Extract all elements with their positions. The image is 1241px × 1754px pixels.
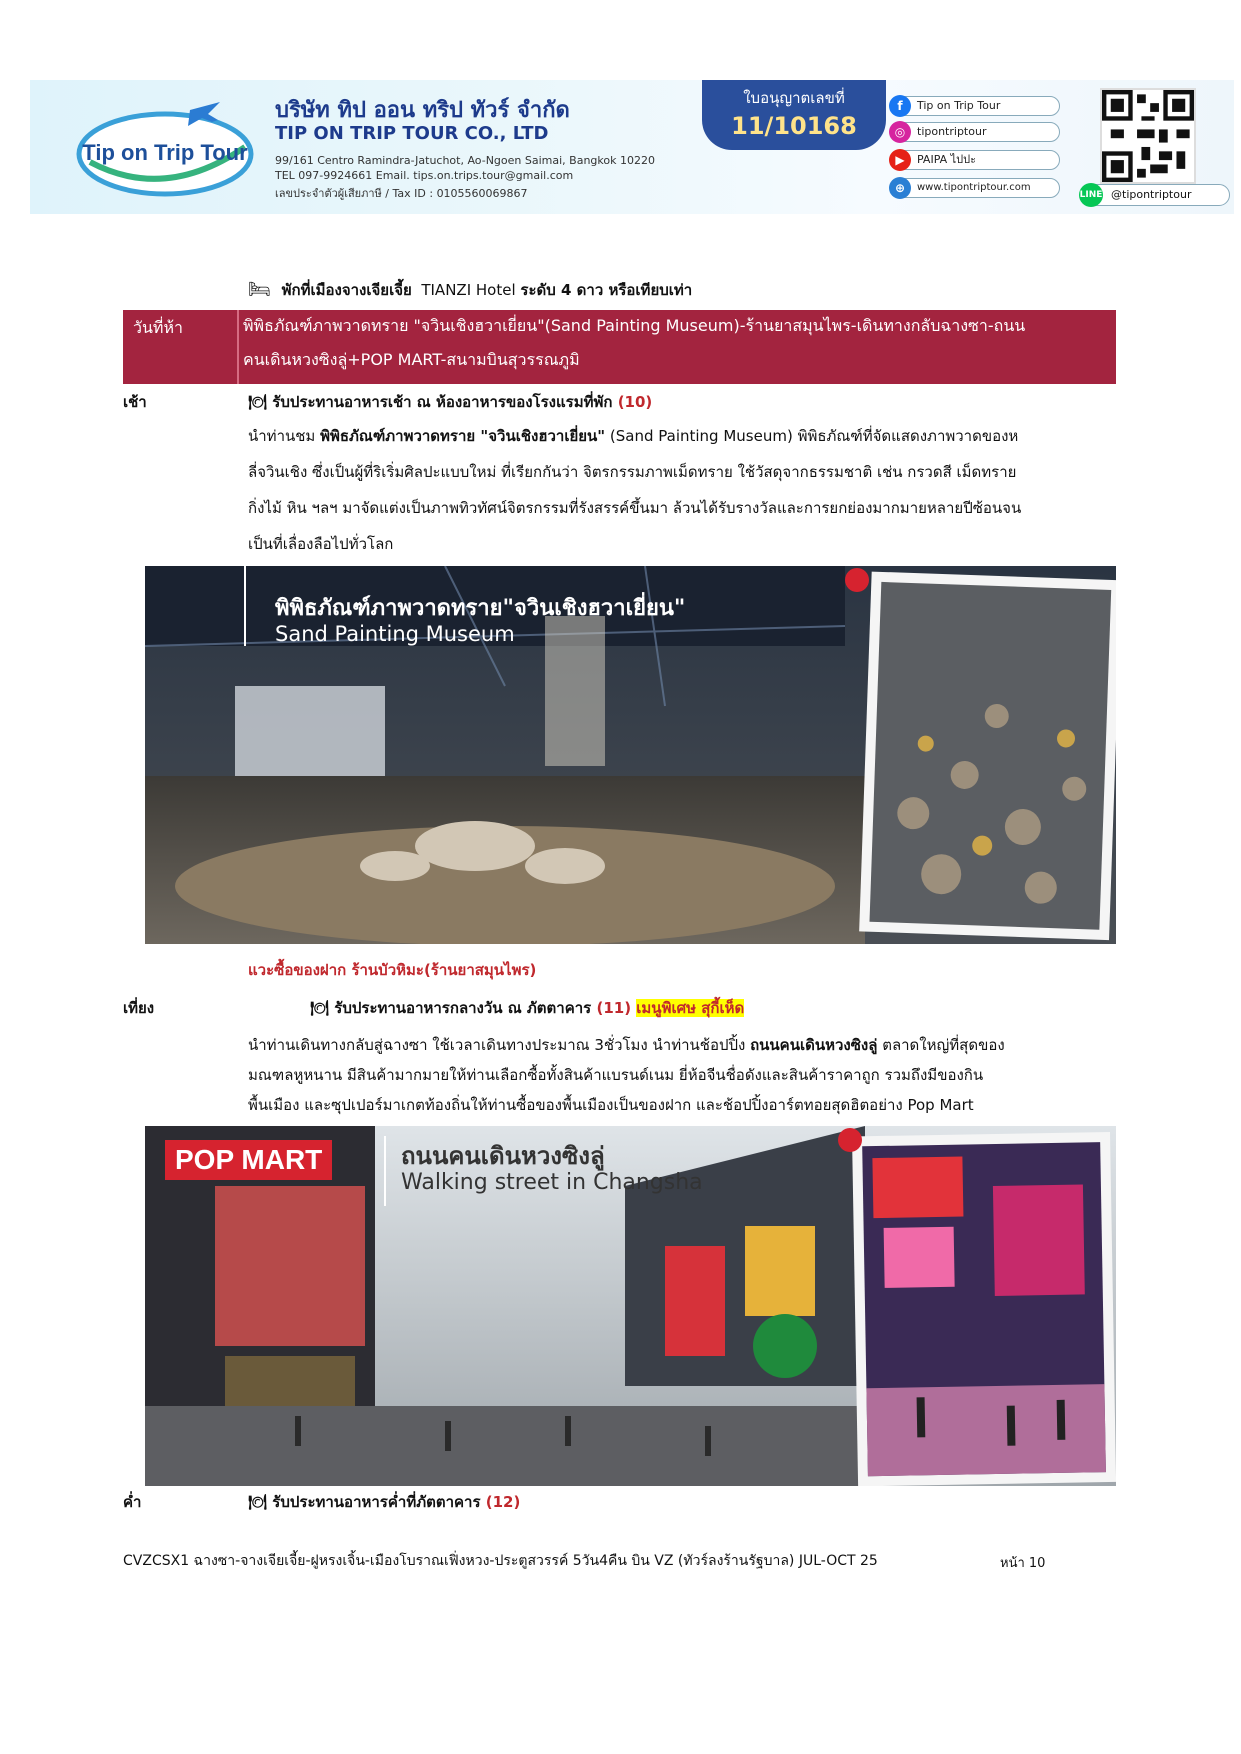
walking-street-paragraph: นำท่านเดินทางกลับสู่ฉางซา ใช้เวลาเดินทางประมาณ 3ชั่วโมง นำท่านช้อปปิ้ง ถนนคนเดินหวงซิงลู่ ตลาดใหญ่ที่สุดของ มณฑลหูหนาน มีสินค้ามากมายให้ท่านเลือกซื้อทั้งสินค้าแบรนด์เนม ยี่ห้อจีนชื่อดังและสินค้าราคาถูก รวมถึงมีของกิน พื้นเมือง และซุปเปอร์มาเกตท้องถิ่นให้ท่านซื้อของพื้นเมืองเป็นของฝาก และช้อปปิ้งอาร์ตทอยสุดฮิตอย่าง Pop Mart <box>248 1036 1005 1114</box>
hotel-icon: 🛏 <box>248 279 271 300</box>
time-evening: ค่ำ <box>123 1493 142 1511</box>
company-name-th: บริษัท ทิป ออน ทริป ทัวร์ จำกัด <box>275 98 570 123</box>
company-logo <box>70 92 260 202</box>
qr-code-icon <box>1100 88 1196 184</box>
instagram-link[interactable]: ◎ tipontriptour <box>890 122 1060 142</box>
company-address: 99/161 Centro Ramindra-Jatuchot, Ao-Ngoen Saimai, Bangkok 10220 <box>275 154 655 167</box>
company-name-en: TIP ON TRIP TOUR CO., LTD <box>275 123 549 144</box>
museum-photo-title-en: Sand Painting Museum <box>275 622 515 646</box>
facebook-icon: f <box>889 95 911 117</box>
footer-code: CVZCSX1 ฉางซา-จางเจียเจี้ย-ฝูหรงเจิ้น-เมืองโบราณเฟิ่งหวง-ประตูสวรรค์ 5วัน4คืน บิน VZ (ทัวร์ลงร้านรัฐบาล) JUL-OCT 25 <box>123 1553 878 1569</box>
hotel-line: 🛏 พักที่เมืองจางเจียเจี้ย TIANZI Hotel ระดับ 4 ดาว หรือเทียบเท่า <box>248 279 693 300</box>
souvenir-shop: แวะซื้อของฝาก ร้านบัวหิมะ(ร้านยาสมุนไพร) <box>248 961 537 979</box>
day-label: วันที่ห้า <box>133 318 183 337</box>
day-header <box>123 310 1116 384</box>
instagram-icon: ◎ <box>889 121 911 143</box>
page-number: หน้า 10 <box>1000 1556 1046 1571</box>
meal-icon: 🍽 <box>248 393 268 411</box>
facebook-link[interactable]: f Tip on Trip Tour <box>890 96 1060 116</box>
street-photo-title-th: ถนนคนเดินหวงซิงลู่ <box>401 1142 605 1170</box>
lunch-line: 🍽 รับประทานอาหารกลางวัน ณ ภัตตาคาร (11) เมนูพิเศษ สุกี้เห็ด <box>310 999 745 1017</box>
meal-icon: 🍽 <box>248 1493 268 1511</box>
pop-mart-badge: POP MART <box>165 1140 332 1180</box>
day-title-line1: พิพิธภัณฑ์ภาพวาดทราย "จวินเชิงฮวาเยี่ยน"(Sand Painting Museum)-ร้านยาสมุนไพร-เดินทางกลับฉางซา-ถนน <box>243 316 1026 335</box>
line-link[interactable]: LINE @tipontriptour <box>1080 184 1230 206</box>
street-photo <box>145 1126 1116 1486</box>
dinner-line: 🍽 รับประทานอาหารค่ำที่ภัตตาคาร (12) <box>248 1493 521 1511</box>
time-noon: เที่ยง <box>123 999 155 1017</box>
day-title-line2: คนเดินหวงซิงลู่+POP MART-สนามบินสุวรรณภูมิ <box>243 350 580 369</box>
website-link[interactable]: ⊕ www.tipontriptour.com <box>890 178 1060 198</box>
youtube-icon: ▶ <box>889 149 911 171</box>
breakfast-line: 🍽 รับประทานอาหารเช้า ณ ห้องอาหารของโรงแรมที่พัก (10) <box>248 393 653 411</box>
museum-photo-title-th: พิพิธภัณฑ์ภาพวาดทราย"จวินเชิงฮวาเยี่ยน" <box>275 596 686 621</box>
header-banner <box>30 80 1234 214</box>
company-taxid: เลขประจำตัวผู้เสียภาษี / Tax ID : 0105560069867 <box>275 187 528 200</box>
line-icon: LINE <box>1079 183 1103 207</box>
svg-text:Tip on Trip Tour: Tip on Trip Tour <box>82 140 248 165</box>
special-menu-badge: เมนูพิเศษ สุกี้เห็ด <box>636 999 745 1017</box>
meal-icon: 🍽 <box>310 999 330 1017</box>
license-badge <box>702 80 886 150</box>
web-icon: ⊕ <box>889 177 911 199</box>
license-label: ใบอนุญาตเลขที่ <box>743 89 845 107</box>
time-morning: เช้า <box>123 393 147 411</box>
pin-icon <box>845 568 869 592</box>
license-number: 11/10168 <box>731 112 857 140</box>
museum-photo <box>145 566 1116 944</box>
street-photo-title-en: Walking street in Changsha <box>401 1170 703 1195</box>
youtube-link[interactable]: ▶ PAIPA ไปปะ <box>890 150 1060 170</box>
hotel-name: TIANZI Hotel <box>421 281 516 299</box>
pin-icon <box>838 1128 862 1152</box>
company-contact: TEL 097-9924661 Email. tips.on.trips.tour@gmail.com <box>275 169 574 182</box>
museum-paragraph: นำท่านชม พิพิธภัณฑ์ภาพวาดทราย "จวินเชิงฮวาเยี่ยน" (Sand Painting Museum) พิพิธภัณฑ์ที่จัดแสดงภาพวาดของห ลี่จวินเชิง ซึ่งเป็นผู้ที่ริเริ่มศิลปะแบบใหม่ ที่เรียกกันว่า จิตรกรรมภาพเม็ดทราย ใช้วัสดุจากธรรมชาติ เช่น กรวดสี เม็ดทราย กิ่งไม้ หิน ฯลฯ มาจัดแต่งเป็นภาพทิวทัศน์จิตรกรรมที่รังสรรค์ขึ้นมา ล้วนได้รับรางวัลและการยกย่องมากมายหลายปีซ้อนจน เป็นที่เลื่องลือไปทั่วโลก <box>248 427 1022 553</box>
